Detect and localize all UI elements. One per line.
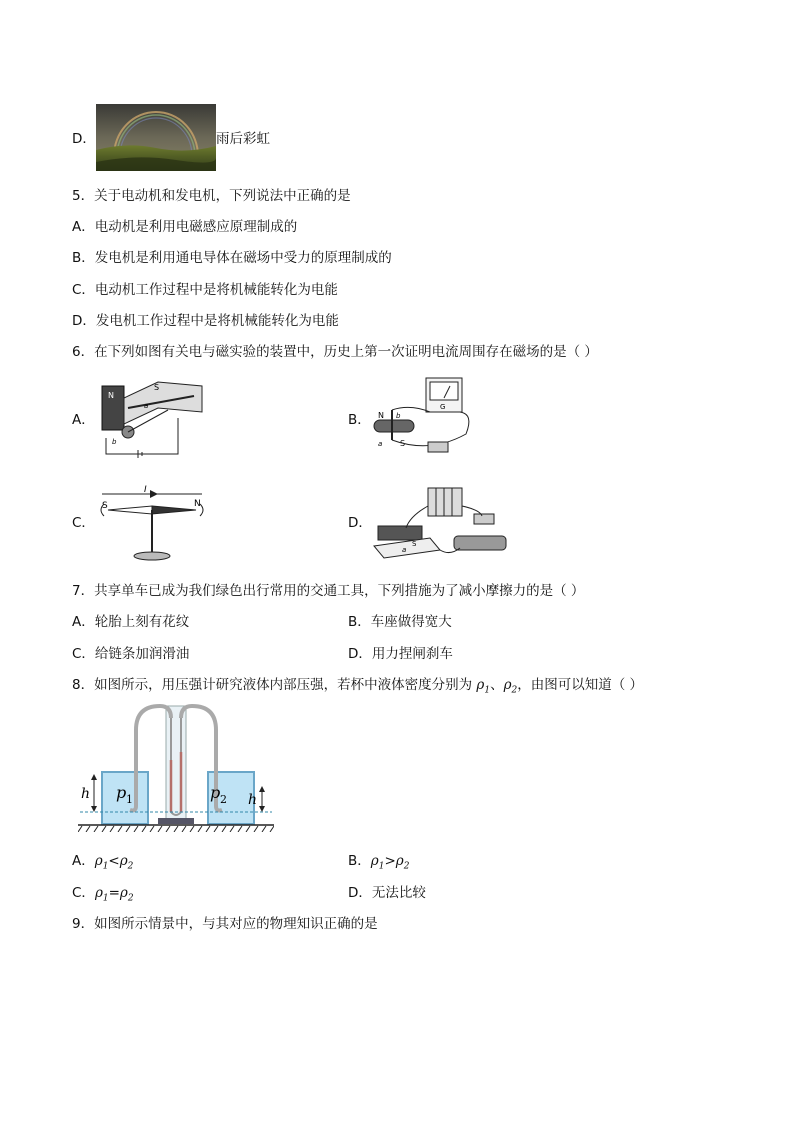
q5-option-b: B．发电机是利用通电导体在磁场中受力的原理制成的: [72, 250, 392, 266]
q8-option-c: C．$\rho_1=\rho_2$: [72, 885, 134, 904]
q8-option-b: B．$\rho_1>\rho_2$: [348, 853, 410, 872]
q6-fig-d-a-label: a: [402, 546, 407, 554]
q6-fig-c-n-label: N: [194, 499, 201, 509]
q7-option-a: A．轮胎上刻有花纹: [72, 614, 190, 630]
q6-fig-b-meter-label: G: [440, 403, 446, 411]
q6-stem: 6．在下列如图有关电与磁实验的装置中，历史上第一次证明电流周围存在磁场的是（ ）: [72, 344, 598, 360]
q8-option-d: D．无法比较: [348, 885, 426, 901]
q6-fig-b-s-label: S: [400, 439, 406, 448]
rainbow-photo: [96, 104, 216, 171]
q6-label-b: B．: [348, 412, 371, 428]
q6-label-a: A．: [72, 412, 95, 428]
q7-option-c: C．给链条加润滑油: [72, 646, 190, 662]
q4-option-d-label: D．: [72, 131, 96, 147]
q6-fig-b-n-label: N: [378, 411, 384, 420]
q8-fig-p1: p: [116, 783, 127, 802]
q6-label-c: C．: [72, 515, 95, 531]
q6-fig-a-n-label: N: [108, 391, 114, 400]
q8-figure-pressure-gauge: [78, 700, 274, 832]
q8-option-a: A．$\rho_1<\rho_2$: [72, 853, 134, 872]
q8-fig-p2-sub: 2: [220, 793, 227, 806]
q5-option-a: A．电动机是利用电磁感应原理制成的: [72, 219, 298, 235]
q6-fig-b-a-label: a: [378, 440, 383, 448]
q6-fig-a-b-label: b: [112, 438, 117, 446]
q6-fig-d-s-label: S: [412, 540, 417, 548]
q6-fig-a-s-label: S: [154, 383, 160, 392]
q6-figure-a-magnet-rod: [98, 378, 210, 462]
q5-stem: 5．关于电动机和发电机，下列说法中正确的是: [72, 188, 351, 204]
q9-stem: 9．如图所示情景中，与其对应的物理知识正确的是: [72, 916, 378, 932]
q5-option-d: D．发电机工作过程中是将机械能转化为电能: [72, 313, 339, 329]
q5-option-c: C．电动机工作过程中是将机械能转化为电能: [72, 282, 338, 298]
q8-stem: 8．如图所示，用压强计研究液体内部压强，若杯中液体密度分别为 $\rho_1$、$\rho_2$，由图可以知道（ ）: [72, 677, 644, 696]
q6-fig-a-a-label: a: [144, 402, 149, 410]
q8-fig-h-left: h: [81, 786, 91, 802]
q6-figure-c-compass-needle: [94, 484, 210, 564]
q6-fig-b-b-label: b: [396, 412, 401, 420]
q6-label-d: D．: [348, 515, 372, 531]
q6-figure-d-rails-battery: [370, 486, 510, 566]
q6-fig-c-current-label: I: [144, 485, 147, 495]
q4-option-d-text: 雨后彩虹: [216, 131, 270, 147]
q8-fig-h-right: h: [248, 792, 258, 808]
q7-option-b: B．车座做得宽大: [348, 614, 452, 630]
q7-stem: 7．共享单车已成为我们绿色出行常用的交通工具，下列措施为了减小摩擦力的是（ ）: [72, 583, 585, 599]
q7-option-d: D．用力捏闸刹车: [348, 646, 453, 662]
q8-fig-p1-sub: 1: [126, 793, 133, 806]
q8-fig-p2: p: [210, 783, 221, 802]
q6-fig-c-s-label: S: [102, 501, 108, 511]
q6-figure-b-galvanometer: [370, 374, 480, 462]
